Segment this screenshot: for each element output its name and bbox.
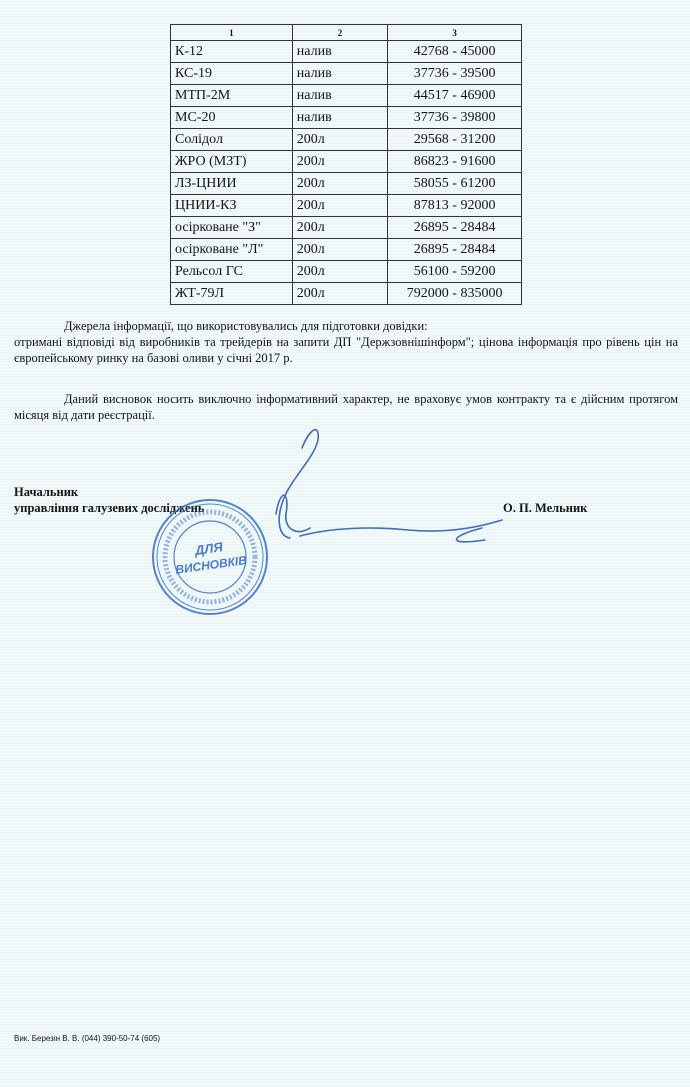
price-cell: 87813 - 92000 bbox=[388, 195, 522, 217]
package-cell: 200л bbox=[292, 239, 388, 261]
price-cell: 29568 - 31200 bbox=[388, 129, 522, 151]
product-cell: ЦНИИ-КЗ bbox=[171, 195, 293, 217]
product-cell: МТП-2М bbox=[171, 85, 293, 107]
table-header-row bbox=[171, 25, 522, 41]
executor-footer: Вик. Березін В. В. (044) 390-50-74 (605) bbox=[14, 1034, 161, 1043]
column-header: 1 bbox=[171, 25, 293, 41]
product-cell: К-12 bbox=[171, 41, 293, 63]
package-cell: налив bbox=[292, 41, 388, 63]
table-row bbox=[171, 107, 522, 129]
position-line: Начальник bbox=[14, 485, 79, 499]
column-header: 2 bbox=[292, 25, 388, 41]
table-row bbox=[171, 85, 522, 107]
svg-text:ВИСНОВКІВ: ВИСНОВКІВ bbox=[174, 552, 248, 577]
product-cell: осірковане "З" bbox=[171, 217, 293, 239]
package-cell: налив bbox=[292, 85, 388, 107]
price-cell: 44517 - 46900 bbox=[388, 85, 522, 107]
table-row bbox=[171, 217, 522, 239]
table-row bbox=[171, 129, 522, 151]
table-row bbox=[171, 151, 522, 173]
price-cell: 37736 - 39800 bbox=[388, 107, 522, 129]
package-cell: 200л bbox=[292, 195, 388, 217]
package-cell: 200л bbox=[292, 217, 388, 239]
package-cell: 200л bbox=[292, 151, 388, 173]
position-line: управління галузевих досліджень bbox=[14, 501, 205, 515]
package-cell: 200л bbox=[292, 129, 388, 151]
price-cell: 56100 - 59200 bbox=[388, 261, 522, 283]
product-cell: Рельсол ГС bbox=[171, 261, 293, 283]
table-row bbox=[171, 283, 522, 305]
package-cell: 200л bbox=[292, 173, 388, 195]
product-cell: МС-20 bbox=[171, 107, 293, 129]
price-cell: 26895 - 28484 bbox=[388, 217, 522, 239]
table-row bbox=[171, 63, 522, 85]
product-cell: ЛЗ-ЦНИИ bbox=[171, 173, 293, 195]
disclaimer-text: Даний висновок носить виключно інформативний характер, не враховує умов контракту та є дійсним протягом місяця від дати реєстрації. bbox=[14, 392, 678, 422]
package-cell: налив bbox=[292, 107, 388, 129]
table-row bbox=[171, 41, 522, 63]
svg-text:ДЛЯ: ДЛЯ bbox=[194, 539, 224, 558]
package-cell: 200л bbox=[292, 283, 388, 305]
table-row bbox=[171, 195, 522, 217]
column-header: 3 bbox=[388, 25, 522, 41]
price-cell: 86823 - 91600 bbox=[388, 151, 522, 173]
product-cell: Солідол bbox=[171, 129, 293, 151]
handwritten-signature bbox=[240, 418, 520, 558]
table-row bbox=[171, 261, 522, 283]
price-cell: 26895 - 28484 bbox=[388, 239, 522, 261]
price-cell: 792000 - 835000 bbox=[388, 283, 522, 305]
product-cell: осірковане "Л" bbox=[171, 239, 293, 261]
price-cell: 42768 - 45000 bbox=[388, 41, 522, 63]
product-cell: КС-19 bbox=[171, 63, 293, 85]
sources-text: отримані відповіді від виробників та трейдерів на запити ДП "Держзовнішінформ"; цінова інформація про рівень цін на європейському ринку на базові оливи у січні 2017 р. bbox=[14, 335, 678, 365]
price-table bbox=[170, 24, 522, 305]
product-cell: ЖРО (МЗТ) bbox=[171, 151, 293, 173]
price-cell: 58055 - 61200 bbox=[388, 173, 522, 195]
sources-paragraph bbox=[14, 318, 678, 366]
product-cell: ЖТ-79Л bbox=[171, 283, 293, 305]
signatory-name: О. П. Мельник bbox=[503, 501, 588, 515]
table-row bbox=[171, 173, 522, 195]
package-cell: налив bbox=[292, 63, 388, 85]
table-row bbox=[171, 239, 522, 261]
package-cell: 200л bbox=[292, 261, 388, 283]
sources-heading: Джерела інформації, що використовувались для підготовки довідки: bbox=[64, 319, 428, 333]
price-cell: 37736 - 39500 bbox=[388, 63, 522, 85]
